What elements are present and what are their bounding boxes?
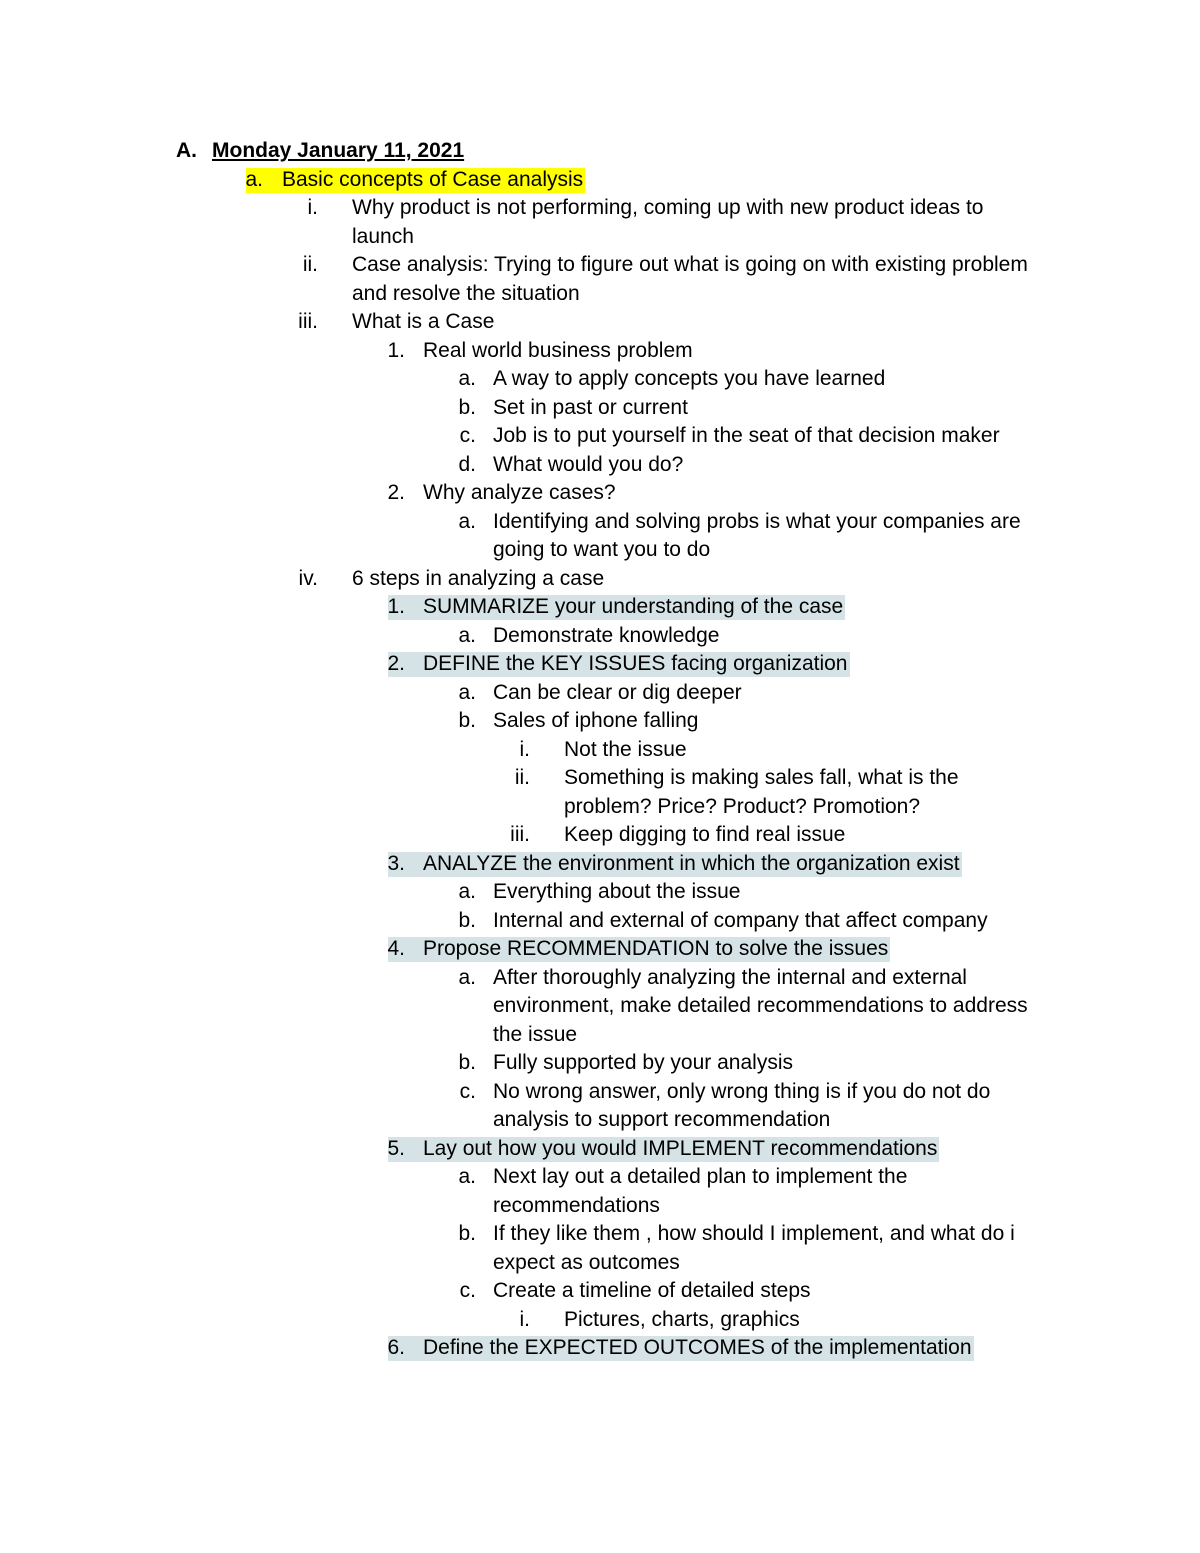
list-marker: d.	[458, 452, 476, 476]
list-item-text: Identifying and solving probs is what your companies are	[493, 509, 1021, 533]
list-item-text: problem? Price? Product? Promotion?	[564, 794, 921, 818]
list-item-text: Next lay out a detailed plan to implement the	[493, 1165, 908, 1188]
outline-item	[0, 821, 1200, 850]
outline-item	[0, 907, 1200, 936]
list-marker: a.	[458, 367, 476, 390]
list-marker: b.	[458, 908, 476, 932]
list-item-text: Sales of iphone falling	[493, 709, 699, 732]
date-heading	[0, 137, 1200, 166]
list-marker: i.	[519, 1307, 530, 1331]
outline-item	[0, 451, 1200, 480]
outline-item	[0, 764, 1200, 793]
list-marker: a.	[458, 1165, 476, 1188]
list-item-text: A way to apply concepts you have learned	[493, 367, 886, 390]
outline-item	[0, 1078, 1200, 1107]
list-item-text: Create a timeline of detailed steps	[493, 1279, 811, 1302]
list-marker: b.	[458, 1051, 476, 1074]
outline-item	[0, 508, 1200, 537]
list-marker: 5.	[387, 1136, 405, 1160]
list-marker: b.	[458, 395, 476, 419]
outline-item-continuation	[0, 1106, 1200, 1135]
list-marker: iii.	[510, 823, 530, 846]
list-item-text: expect as outcomes	[493, 1250, 680, 1274]
list-item-text: Why product is not performing, coming up with new product ideas to	[352, 196, 984, 219]
list-item-text: Everything about the issue	[493, 880, 741, 903]
outline-item-continuation	[0, 223, 1200, 252]
outline-item	[0, 736, 1200, 765]
list-item-text: Job is to put yourself in the seat of that decision maker	[493, 424, 1000, 447]
outline-item	[0, 194, 1200, 223]
outline-item	[0, 1306, 1200, 1335]
list-item-text: and resolve the situation	[352, 281, 580, 305]
outline-item	[0, 878, 1200, 907]
outline-item	[0, 394, 1200, 423]
list-item-text: Internal and external of company that affect company	[493, 908, 988, 932]
list-item-text: Keep digging to find real issue	[564, 823, 846, 846]
list-item-text: Set in past or current	[493, 395, 688, 419]
outline-item	[0, 1163, 1200, 1192]
section-heading	[0, 166, 1200, 195]
list-item-text: environment, make detailed recommendations to address	[493, 994, 1028, 1017]
step-title: Lay out how you would IMPLEMENT recommendations	[423, 1136, 938, 1160]
outline-item-continuation	[0, 793, 1200, 822]
list-item-text: Can be clear or dig deeper	[493, 680, 742, 704]
list-item-text: going to want you to do	[493, 538, 711, 561]
list-item-text: Pictures, charts, graphics	[564, 1307, 800, 1331]
step-title: SUMMARIZE your understanding of the case	[423, 595, 844, 618]
list-marker: a.	[458, 965, 476, 989]
list-marker: c.	[459, 1079, 476, 1103]
list-marker: iv.	[298, 566, 318, 590]
list-marker: a.	[245, 167, 263, 191]
outline-item	[0, 622, 1200, 651]
list-marker: i.	[519, 737, 530, 761]
step-title: ANALYZE the environment in which the organization exist	[423, 851, 960, 875]
outline-item	[0, 1220, 1200, 1249]
list-marker: c.	[459, 424, 476, 447]
outline-item	[0, 964, 1200, 993]
list-marker: ii.	[514, 766, 530, 789]
page-title: Monday January 11, 2021	[212, 139, 465, 162]
list-item-text: Not the issue	[564, 737, 687, 761]
outline-item	[0, 1277, 1200, 1306]
notes-outline	[0, 137, 1200, 1363]
list-marker: A.	[176, 139, 197, 162]
step-title: Define the EXPECTED OUTCOMES of the implementation	[423, 1336, 972, 1359]
list-item-text: What is a Case	[352, 310, 495, 333]
list-marker: 2.	[387, 481, 405, 504]
list-marker: 1.	[387, 595, 405, 618]
list-marker: iii.	[298, 310, 318, 333]
list-marker: b.	[458, 709, 476, 732]
outline-item	[0, 679, 1200, 708]
list-item-text: Fully supported by your analysis	[493, 1051, 793, 1074]
outline-item	[0, 251, 1200, 280]
list-item-text: Case analysis: Trying to figure out what is going on with existing problem	[352, 253, 1028, 276]
outline-item	[0, 565, 1200, 594]
list-item-text: Demonstrate knowledge	[493, 623, 720, 647]
section-title: Basic concepts of Case analysis	[282, 167, 584, 191]
list-marker: b.	[458, 1222, 476, 1245]
list-marker: 2.	[387, 652, 405, 675]
list-item-text: the issue	[493, 1022, 578, 1046]
outline-item-continuation	[0, 280, 1200, 309]
step-item	[0, 1334, 1200, 1363]
list-item-text: launch	[352, 224, 414, 248]
step-item	[0, 935, 1200, 964]
outline-item	[0, 422, 1200, 451]
outline-item	[0, 1049, 1200, 1078]
list-item-text: Real world business problem	[423, 338, 693, 362]
list-marker: 3.	[387, 851, 405, 875]
outline-item-continuation	[0, 992, 1200, 1021]
step-item	[0, 593, 1200, 622]
outline-item-continuation	[0, 1249, 1200, 1278]
step-item	[0, 850, 1200, 879]
list-marker: 4.	[387, 937, 405, 960]
list-marker: c.	[459, 1279, 476, 1302]
list-item-text: Why analyze cases?	[423, 481, 616, 504]
list-item-text: After thoroughly analyzing the internal and external	[493, 965, 967, 989]
step-title: DEFINE the KEY ISSUES facing organization	[423, 652, 848, 675]
outline-item-continuation	[0, 1021, 1200, 1050]
list-marker: a.	[458, 680, 476, 704]
list-marker: a.	[458, 880, 476, 903]
outline-item-continuation	[0, 536, 1200, 565]
outline-item	[0, 308, 1200, 337]
list-marker: i.	[307, 196, 318, 219]
list-item-text: analysis to support recommendation	[493, 1108, 831, 1131]
step-item	[0, 1135, 1200, 1164]
outline-item	[0, 707, 1200, 736]
list-item-text: What would you do?	[493, 452, 684, 476]
list-marker: ii.	[302, 253, 318, 276]
numbered-item	[0, 337, 1200, 366]
list-item-text: 6 steps in analyzing a case	[352, 566, 605, 590]
list-marker: a.	[458, 509, 476, 533]
step-item	[0, 650, 1200, 679]
list-marker: 1.	[387, 338, 405, 362]
list-item-text: If they like them , how should I implement, and what do i	[493, 1222, 1015, 1245]
list-marker: a.	[458, 623, 476, 647]
list-item-text: Something is making sales fall, what is the	[564, 766, 959, 789]
outline-item	[0, 365, 1200, 394]
list-item-text: No wrong answer, only wrong thing is if you do not do	[493, 1079, 991, 1103]
numbered-item	[0, 479, 1200, 508]
outline-item-continuation	[0, 1192, 1200, 1221]
list-marker: 6.	[387, 1336, 405, 1359]
list-item-text: recommendations	[493, 1193, 660, 1217]
step-title: Propose RECOMMENDATION to solve the issues	[423, 937, 889, 960]
